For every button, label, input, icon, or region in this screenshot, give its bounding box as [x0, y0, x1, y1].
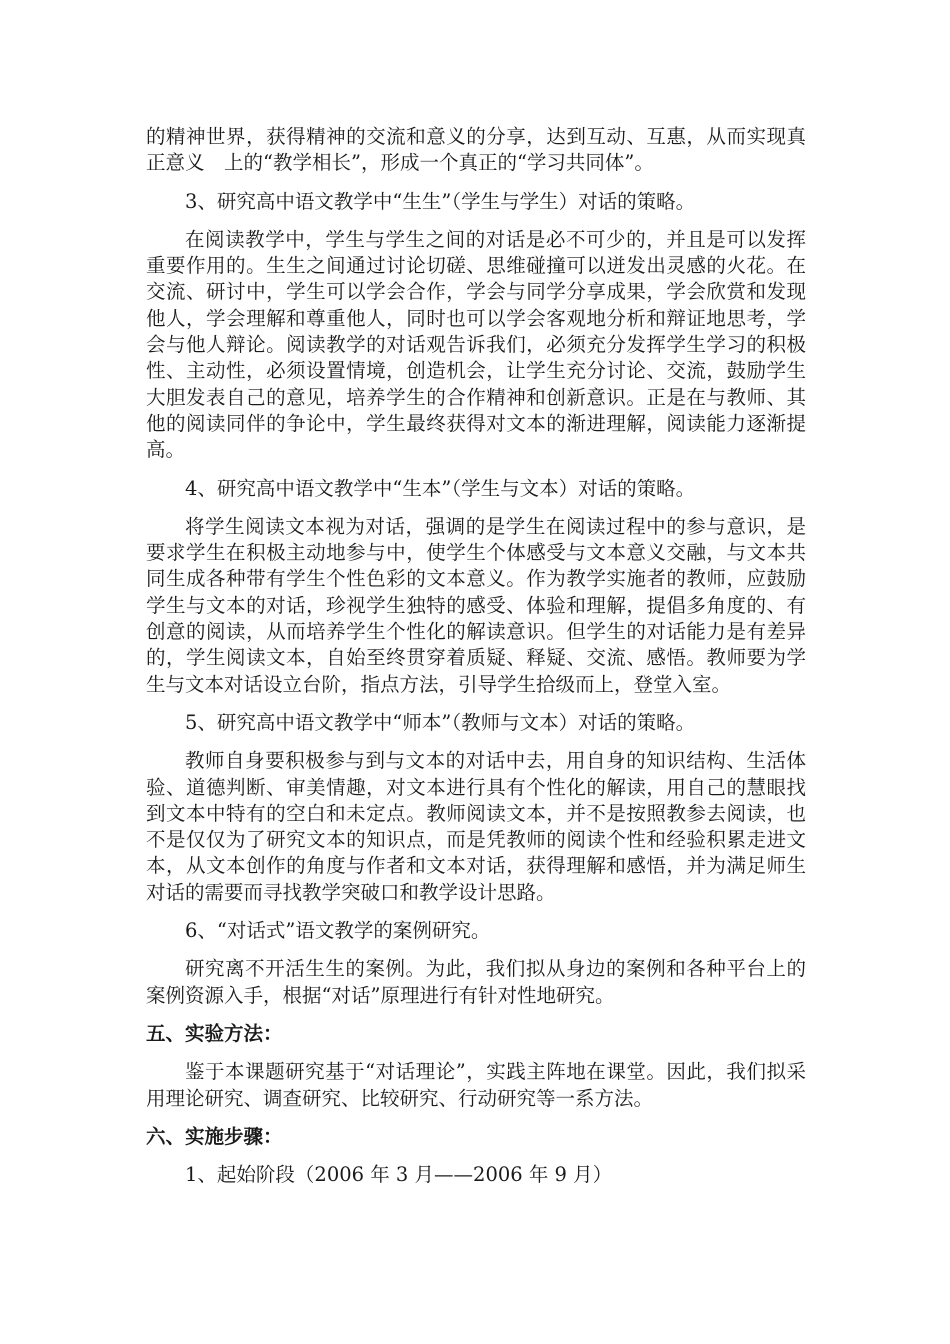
paragraph-teacher-text: 教师自身要积极参与到与文本的对话中去，用自身的知识结构、生活体验、道德判断、审美情趣，对文本进行具有个性化的解读，用自己的慧眼找到文本中特有的空白和未定点。教师阅读文本，并不是按照教参去阅读，也不是仅仅为了研究文本的知识点，而是凭教师的阅读个性和经验积累走进文本，从文本创作的角度与作者和文本对话，获得理解和感悟，并为满足师生对话的需要而寻找教学突破口和教学设计思路。 — [146, 749, 806, 904]
paragraph-methods: 鉴于本课题研究基于“对话理论”，实践主阵地在课堂。因此，我们拟采用理论研究、调查研究、比较研究、行动研究等一系方法。 — [146, 1060, 806, 1110]
list-item-6-case-study: 6、“对话式”语文教学的案例研究。 — [185, 919, 491, 943]
paragraph-student-student: 在阅读教学中，学生与学生之间的对话是必不可少的，并且是可以发挥重要作用的。生生之间通过讨论切磋、思维碰撞可以迸发出灵感的火花。在交流、研讨中，学生可以学会合作，学会与同学分享成果，学会欣赏和发现他人，学会理解和尊重他人，同时也可以学会客观地分析和辩证地思考，学会与他人辩论。阅读教学的对话观告诉我们，必须充分发挥学生学习的积极性、主动性，必须设置情境，创造机会，让学生充分讨论、交流，鼓励学生大胆发表自己的意见，培养学生的合作精神和创新意识。正是在与教师、其他的阅读同伴的争论中，学生最终获得对文本的渐进理解，阅读能力逐渐提高。 — [146, 227, 806, 462]
section-heading-steps: 六、实施步骤： — [146, 1124, 283, 1148]
section-heading-methods: 五、实验方法： — [146, 1021, 283, 1045]
paragraph-continuation: 的精神世界，获得精神的交流和意义的分享，达到互动、互惠，从而实现真正意义 上的“教学相长”，形成一个真正的“学习共同体”。 — [146, 125, 806, 175]
paragraph-student-text: 将学生阅读文本视为对话，强调的是学生在阅读过程中的参与意识，是要求学生在积极主动地参与中，使学生个体感受与文本意义交融，与文本共同生成各种带有学生个性色彩的文本意义。作为教学实施者的教师，应鼓励学生与文本的对话，珍视学生独特的感受、体验和理解，提倡多角度的、有创意的阅读，从而培养学生个性化的解读意识。但学生的对话能力是有差异的，学生阅读文本，自始至终贯穿着质疑、释疑、交流、感悟。教师要为学生与文本对话设立台阶，指点方法，引导学生拾级而上，登堂入室。 — [146, 514, 806, 696]
document-body — [146, 124, 806, 1200]
list-item-1-start-phase: 1、起始阶段（2006 年 3 月——2006 年 9 月） — [185, 1163, 613, 1187]
list-item-5-teacher-text: 5、研究高中语文教学中“师本”（教师与文本）对话的策略。 — [185, 710, 696, 734]
list-item-4-student-text: 4、研究高中语文教学中“生本”（学生与文本）对话的策略。 — [185, 476, 696, 500]
list-item-3-student-student: 3、研究高中语文教学中“生生”（学生与学生）对话的策略。 — [185, 189, 696, 213]
paragraph-case-study: 研究离不开活生生的案例。为此，我们拟从身边的案例和各种平台上的案例资源入手，根据“对话”原理进行有针对性地研究。 — [146, 957, 806, 1007]
